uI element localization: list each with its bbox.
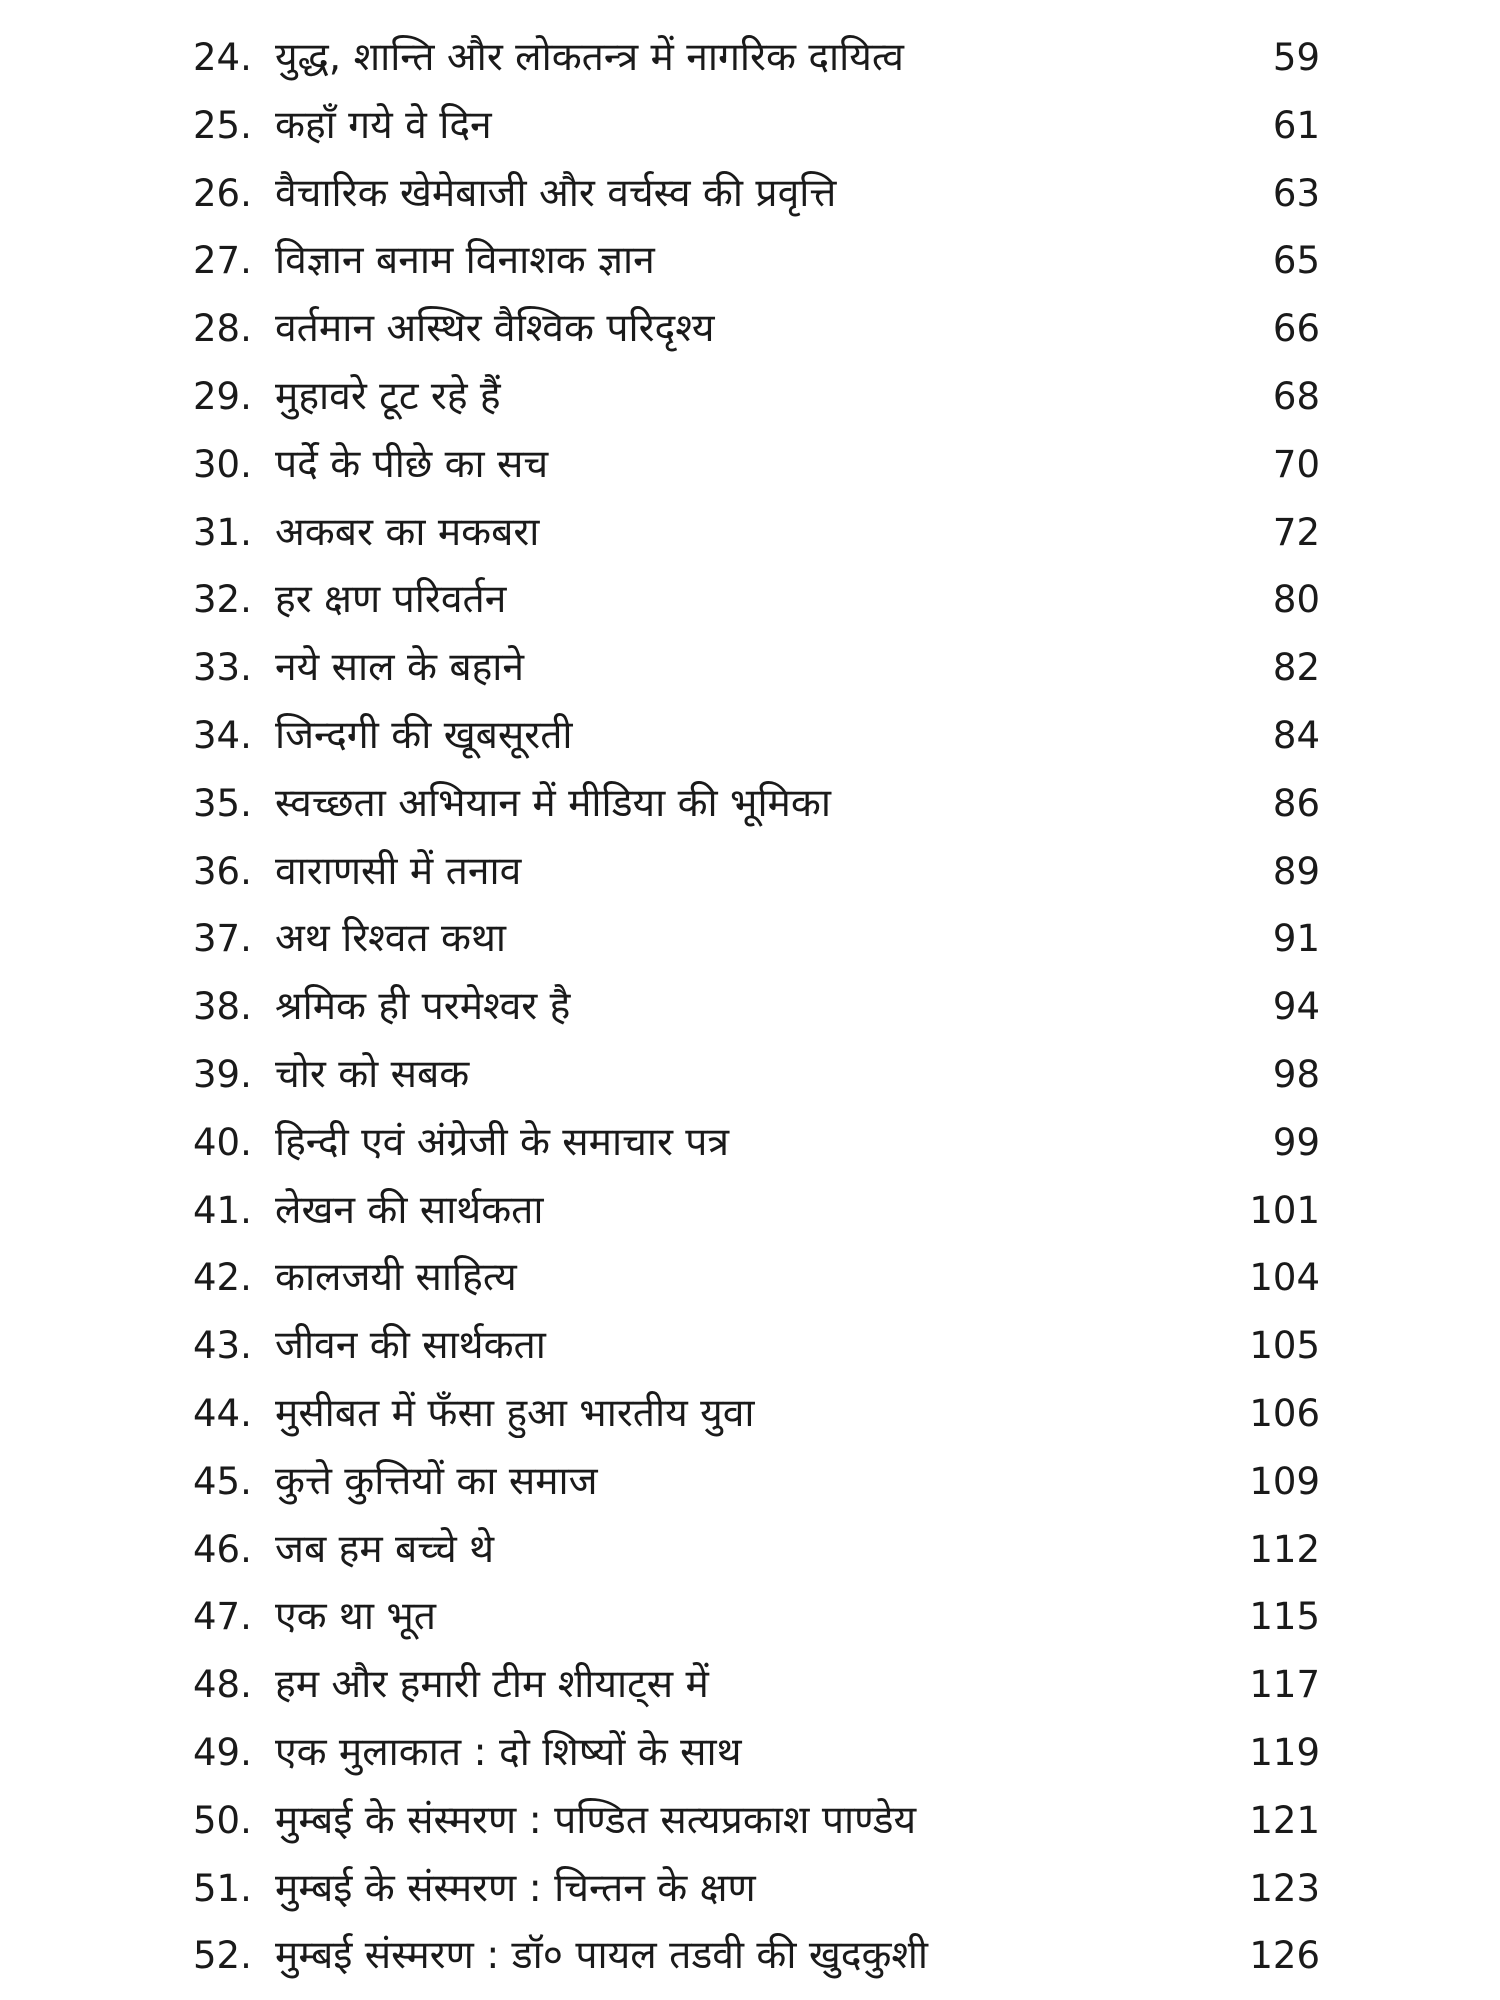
toc-entry [0,1723,1500,1791]
toc-entry [0,1316,1500,1384]
entry-title: मुम्बई के संस्मरण : पण्डित सत्यप्रकाश पाण्डेय [275,1797,917,1843]
toc-entry [0,638,1500,706]
toc-entry [0,231,1500,299]
entry-number: 44. [193,1391,252,1435]
entry-page-number: 121 [1249,1798,1320,1842]
toc-entry [0,774,1500,842]
entry-title: कहाँ गये वे दिन [275,102,492,148]
entry-page-number: 119 [1249,1730,1320,1774]
entry-page-number: 105 [1249,1324,1320,1368]
entry-number: 47. [193,1595,252,1639]
entry-number: 34. [193,713,252,757]
entry-page-number: 65 [1272,239,1320,283]
entry-number: 40. [193,1120,252,1164]
entry-page-number: 72 [1272,510,1320,554]
toc-entry [0,1520,1500,1588]
toc-entry [0,96,1500,164]
toc-entry [0,1926,1500,1994]
entry-title: लेखन की सार्थकता [275,1187,544,1233]
entry-title: अकबर का मकबरा [275,509,540,555]
entry-title: जब हम बच्चे थे [275,1526,495,1572]
entry-number: 41. [193,1188,252,1232]
entry-page-number: 91 [1272,917,1320,961]
entry-number: 26. [193,171,252,215]
entry-number: 39. [193,1052,252,1096]
toc-entry [0,1248,1500,1316]
entry-number: 29. [193,374,252,418]
entry-page-number: 84 [1272,713,1320,757]
entry-page-number: 99 [1272,1120,1320,1164]
toc-entry [0,1859,1500,1927]
entry-number: 37. [193,917,252,961]
entry-title: एक था भूत [275,1594,436,1640]
entry-title: नये साल के बहाने [275,645,525,691]
entry-number: 27. [193,239,252,283]
entry-title: श्रमिक ही परमेश्वर है [275,984,571,1030]
entry-page-number: 126 [1249,1934,1320,1978]
entry-number: 31. [193,510,252,554]
entry-page-number: 66 [1272,307,1320,351]
entry-title: हम और हमारी टीम शीयाट्स में [275,1662,709,1708]
entry-title: मुम्बई संस्मरण : डॉ० पायल तडवी की खुदकुशी [275,1933,929,1979]
entry-title: हर क्षण परिवर्तन [275,577,507,623]
toc-entry [0,28,1500,96]
toc-entry [0,1452,1500,1520]
entry-title: मुहावरे टूट रहे हैं [275,373,501,419]
toc-entry [0,367,1500,435]
entry-number: 28. [193,307,252,351]
entry-title: चोर को सबक [275,1051,470,1097]
entry-page-number: 123 [1249,1866,1320,1910]
toc-entry [0,909,1500,977]
entry-number: 45. [193,1459,252,1503]
entry-number: 42. [193,1256,252,1300]
entry-number: 36. [193,849,252,893]
entry-number: 32. [193,578,252,622]
entry-number: 43. [193,1324,252,1368]
toc-entry [0,842,1500,910]
entry-title: मुम्बई के संस्मरण : चिन्तन के क्षण [275,1865,756,1911]
toc-entry [0,164,1500,232]
entry-page-number: 101 [1249,1188,1320,1232]
toc-entry [0,977,1500,1045]
entry-page-number: 59 [1272,36,1320,79]
toc-entry [0,503,1500,571]
entry-number: 38. [193,985,252,1029]
entry-number: 30. [193,442,252,486]
entry-title: एक मुलाकात : दो शिष्यों के साथ [275,1729,742,1775]
entry-page-number: 86 [1272,781,1320,825]
entry-page-number: 82 [1272,646,1320,690]
entry-number: 33. [193,646,252,690]
entry-page-number: 112 [1249,1527,1320,1571]
entry-number: 46. [193,1527,252,1571]
entry-page-number: 115 [1249,1595,1320,1639]
entry-number: 35. [193,781,252,825]
entry-number: 24. [193,36,252,79]
entry-page-number: 104 [1249,1256,1320,1300]
table-of-contents [0,28,1500,1994]
entry-page-number: 80 [1272,578,1320,622]
entry-title: वैचारिक खेमेबाजी और वर्चस्व की प्रवृत्ति [275,170,837,216]
toc-entry [0,1791,1500,1859]
entry-title: वर्तमान अस्थिर वैश्विक परिदृश्य [275,306,715,352]
toc-entry [0,1045,1500,1113]
entry-title: जीवन की सार्थकता [275,1323,546,1369]
entry-page-number: 61 [1272,103,1320,147]
entry-page-number: 98 [1272,1052,1320,1096]
toc-entry [0,1113,1500,1181]
toc-entry [0,1384,1500,1452]
entry-page-number: 106 [1249,1391,1320,1435]
toc-entry [0,435,1500,503]
entry-page-number: 68 [1272,374,1320,418]
entry-title: युद्ध, शान्ति और लोकतन्त्र में नागरिक दायित्व [275,35,904,80]
entry-page-number: 117 [1249,1663,1320,1707]
entry-title: स्वच्छता अभियान में मीडिया की भूमिका [275,780,831,826]
entry-title: पर्दे के पीछे का सच [275,441,549,487]
toc-entry [0,706,1500,774]
entry-number: 48. [193,1663,252,1707]
entry-page-number: 94 [1272,985,1320,1029]
entry-page-number: 109 [1249,1459,1320,1503]
entry-page-number: 89 [1272,849,1320,893]
toc-entry [0,570,1500,638]
entry-number: 52. [193,1934,252,1978]
entry-title: जिन्दगी की खूबसूरती [275,712,573,758]
toc-entry [0,1655,1500,1723]
entry-title: विज्ञान बनाम विनाशक ज्ञान [275,238,655,284]
entry-number: 50. [193,1798,252,1842]
entry-page-number: 63 [1272,171,1320,215]
entry-title: हिन्दी एवं अंग्रेजी के समाचार पत्र [275,1119,729,1165]
entry-number: 25. [193,103,252,147]
toc-entry [0,1587,1500,1655]
toc-entry [0,299,1500,367]
entry-title: अथ रिश्वत कथा [275,916,507,962]
entry-title: वाराणसी में तनाव [275,848,522,894]
entry-title: मुसीबत में फँसा हुआ भारतीय युवा [275,1390,755,1436]
entry-title: कुत्ते कुत्तियों का समाज [275,1458,598,1504]
entry-number: 49. [193,1730,252,1774]
entry-page-number: 70 [1272,442,1320,486]
toc-entry [0,1181,1500,1249]
entry-number: 51. [193,1866,252,1910]
entry-title: कालजयी साहित्य [275,1255,517,1301]
